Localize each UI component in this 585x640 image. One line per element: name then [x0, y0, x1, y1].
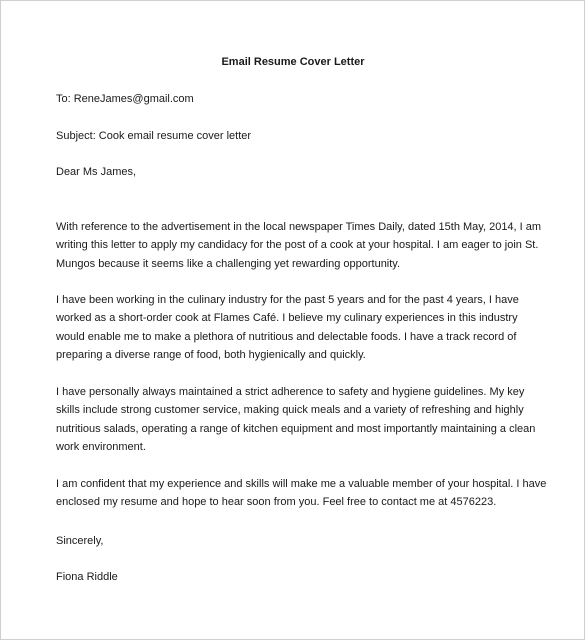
- paragraph-3: [56, 383, 536, 456]
- paragraph-line: With reference to the advertisement in the local newspaper Times Daily, dated 15th May, 2014, I am: [56, 221, 542, 233]
- subject-line: Subject: Cook email resume cover letter: [56, 130, 252, 142]
- paragraph-line: I have been working in the culinary industry for the past 5 years and for the past 4 years, I have: [56, 294, 519, 306]
- document-title: Email Resume Cover Letter: [221, 56, 365, 68]
- paragraph-1: [56, 218, 542, 273]
- paragraph-line: worked as a short-order cook at Flames Café. I believe my culinary experiences in this industry: [56, 312, 518, 325]
- paragraph-line: nutritious salads, operating a range of kitchen equipment and most importantly maintaining a clean: [56, 422, 536, 435]
- salutation: Dear Ms James,: [56, 166, 137, 178]
- paragraph-line: skills include strong customer service, making quick meals and a variety of refreshing and highly: [56, 404, 524, 417]
- paragraph-line: I am confident that my experience and skills will make me a valuable member of your hospital. I have: [56, 478, 547, 490]
- paragraph-line: would enable me to make a plethora of nutritious and delectable foods. I have a track record of: [56, 330, 517, 343]
- paragraph-2: [56, 291, 536, 364]
- paragraph-line: work environment.: [56, 440, 146, 453]
- paragraph-line: enclosed my resume and hope to hear soon from you. Feel free to contact me at 4576223.: [56, 496, 497, 509]
- signature-name: Fiona Riddle: [56, 571, 118, 583]
- closing: Sincerely,: [56, 535, 104, 547]
- paragraph-line: preparing a diverse range of food, both hygienically and quickly.: [56, 348, 366, 361]
- paragraph-line: I have personally always maintained a strict adherence to safety and hygiene guidelines. My key: [56, 386, 525, 398]
- paragraph-line: Mungos because it seems like a challenging yet rewarding opportunity.: [56, 257, 401, 270]
- paragraph-4: [56, 475, 547, 512]
- recipient-line: To: ReneJames@gmail.com: [56, 93, 194, 105]
- paragraph-line: writing this letter to apply my candidacy for the post of a cook at your hospital. I am eager to join St.: [56, 239, 539, 252]
